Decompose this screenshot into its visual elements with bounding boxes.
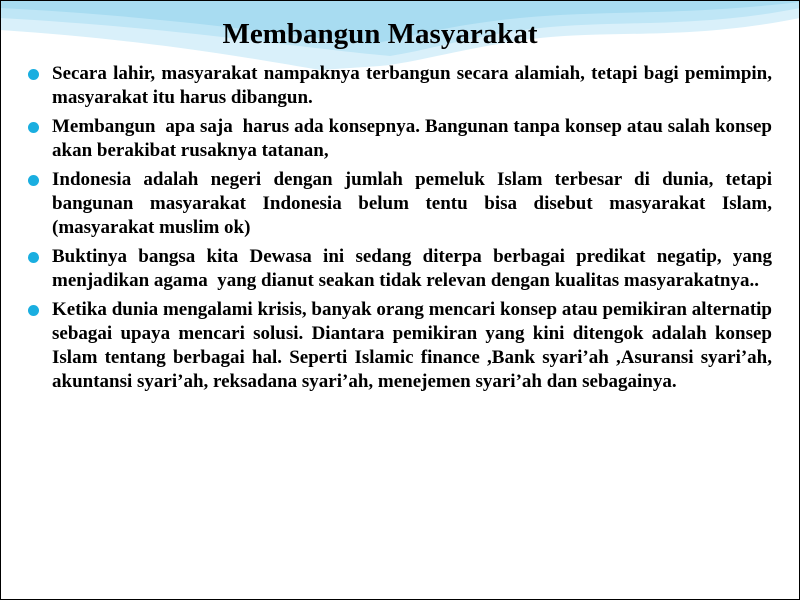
slide-title: Membangun Masyarakat	[222, 18, 538, 50]
bullet-text: Ketika dunia mengalami krisis, banyak orang mencari konsep atau pemikiran alternatip sebagai upaya mencari solusi. Diantara pemikiran yang kini ditengok adalah konsep Islam tentang berbagai hal. Seperti Islamic finance ,Bank syari’ah ,Asuransi syari’ah, akuntansi syari’ah, reksadana syari’ah, menejemen syari’ah dan sebagainya.	[52, 299, 777, 392]
bullet-item	[26, 245, 777, 293]
bullet-dot-icon	[28, 252, 39, 263]
bullet-item	[26, 62, 777, 110]
bullet-dot-icon	[28, 175, 39, 186]
bullet-list	[26, 62, 777, 399]
bullet-text: Indonesia adalah negeri dengan jumlah pemeluk Islam terbesar di dunia, tetapi bangunan masyarakat Indonesia belum tentu bisa disebut masyarakat Islam, (masyarakat muslim ok)	[52, 169, 777, 238]
bullet-dot-icon	[28, 122, 39, 133]
bullet-text: Membangun apa saja harus ada konsepnya. Bangunan tanpa konsep atau salah konsep akan berakibat rusaknya tatanan,	[52, 116, 777, 161]
bullet-text: Secara lahir, masyarakat nampaknya terbangun secara alamiah, tetapi bagi pemimpin, masyarakat itu harus dibangun.	[52, 63, 777, 108]
bullet-item	[26, 168, 777, 240]
bullet-text: Buktinya bangsa kita Dewasa ini sedang diterpa berbagai predikat negatip, yang menjadikan agama yang dianut seakan tidak relevan dengan kualitas masyarakatnya..	[52, 246, 777, 291]
bullet-dot-icon	[28, 69, 39, 80]
bullet-item	[26, 298, 777, 394]
bullet-item	[26, 115, 777, 163]
bullet-dot-icon	[28, 305, 39, 316]
